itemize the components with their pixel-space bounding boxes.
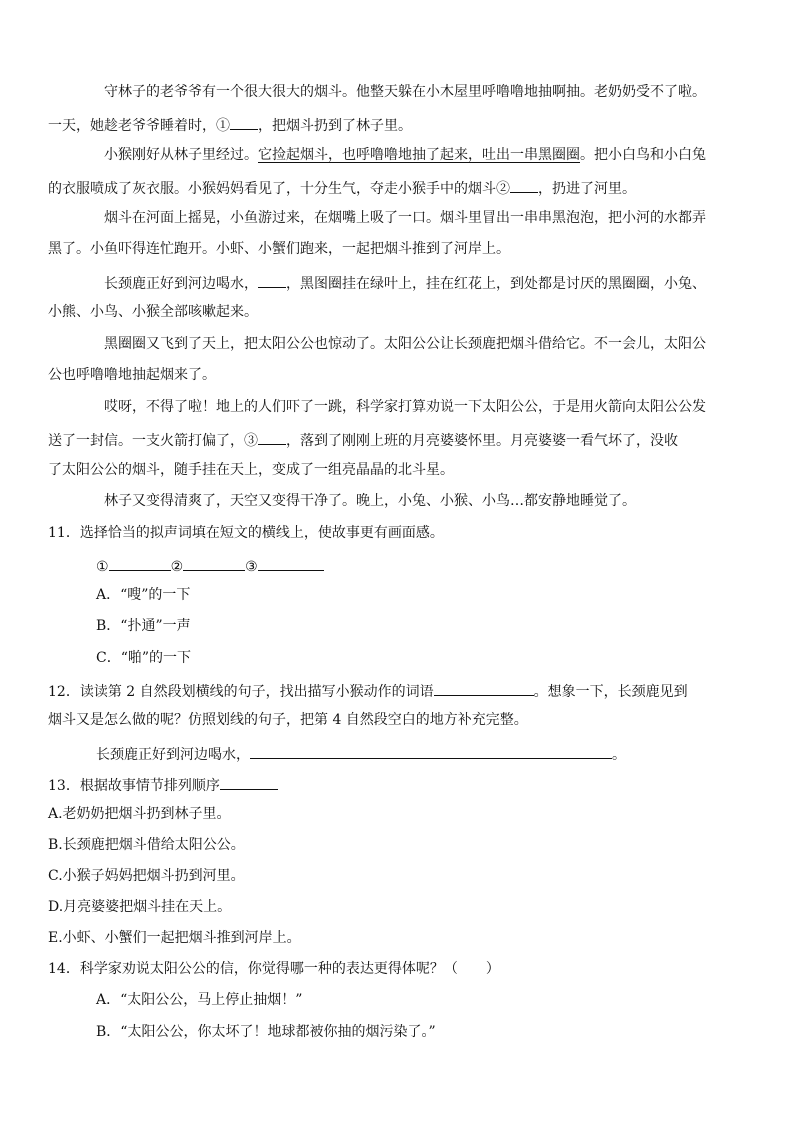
question-12-line1 (48, 679, 688, 702)
passage-p7-line1 (104, 491, 636, 511)
passage-text: ，把烟斗扔到了林子里。 (258, 118, 412, 134)
blank-marker-1: ① (216, 118, 230, 134)
question-text: 长颈鹿正好到河边喝水， (96, 747, 250, 763)
passage-text: 。把小白鸟和小白兔 (580, 147, 706, 163)
passage-text: 公也呼噜噜地抽起烟来了。 (48, 367, 216, 383)
passage-p5-line1 (104, 334, 706, 354)
option-text: A．“嗖”的一下 (96, 587, 191, 603)
passage-p3-line1 (104, 208, 706, 228)
passage-text: 林子又变得清爽了，天空又变得干净了。晚上，小兔、小猴、小鸟…都安静地睡觉了。 (104, 493, 636, 509)
item-text: E.小虾、小蟹们一起把烟斗推到河岸上。 (48, 930, 301, 946)
passage-p6-line2 (48, 428, 678, 451)
option-text: C．“啪”的一下 (96, 650, 192, 666)
answer-marker-3: ③ (245, 559, 258, 575)
question-14-option-a[interactable] (96, 990, 302, 1010)
blank-2[interactable] (510, 176, 538, 193)
question-text: 。想象一下，长颈鹿见到 (533, 684, 688, 700)
passage-text: 长颈鹿正好到河边喝水， (104, 276, 258, 292)
question-13-stem (48, 773, 278, 796)
answer-blank-sentence[interactable] (250, 742, 612, 759)
question-text: 。 (612, 747, 626, 763)
passage-p1-line2 (48, 113, 412, 136)
question-11-option-c[interactable] (96, 648, 191, 668)
passage-text: 守林子的老爷爷有一个很大很大的烟斗。他整天躲在小木屋里呼噜噜地抽啊抽。老奶奶受不了啦。 (104, 84, 706, 100)
underlined-sentence: 它捡起烟斗，也呼噜噜地抽了起来，吐出一串黑圈圈 (258, 147, 580, 163)
passage-text: 一天，她趁老爷爷睡着时， (48, 118, 216, 134)
question-text: 14．科学家劝说太阳公公的信，你觉得哪一种的表达更得体呢？（ ） (48, 961, 500, 977)
question-text: 12．读读第 2 自然段划横线的句子，找出描写小猴动作的词语 (48, 684, 434, 700)
passage-text: 送了一封信。一支火箭打偏了， (48, 433, 244, 449)
question-text: 13．根据故事情节排列顺序 (48, 778, 220, 794)
passage-text: 的衣服喷成了灰衣服。小猴妈妈看见了，十分生气，夺走小猴手中的烟斗 (48, 181, 496, 197)
question-13-item-c (48, 866, 245, 886)
passage-text: ，落到了刚刚上班的月亮婆婆怀里。月亮婆婆一看气坏了，没收 (286, 433, 678, 449)
passage-p4-line1 (104, 271, 706, 294)
question-12-line2 (48, 710, 528, 730)
passage-p2-line2 (48, 176, 636, 199)
answer-marker-2: ② (170, 559, 184, 575)
answer-blank-1[interactable] (109, 554, 171, 571)
item-text: D.月亮婆婆把烟斗挂在天上。 (48, 899, 232, 915)
passage-p2-line1 (104, 145, 706, 165)
blank-1[interactable] (230, 113, 258, 130)
question-11-stem (48, 523, 444, 543)
passage-text: 黑了。小鱼吓得连忙跑开。小虾、小蟹们跑来，一起把烟斗推到了河岸上。 (48, 241, 510, 257)
blank-4[interactable] (258, 271, 286, 288)
passage-text: 小熊、小鸟、小猴全部咳嗽起来。 (48, 304, 258, 320)
item-text: A.老奶奶把烟斗扔到林子里。 (48, 806, 231, 822)
question-13-item-d (48, 897, 231, 917)
passage-text: 黑圈圈又飞到了天上，把太阳公公也惊动了。太阳公公让长颈鹿把烟斗借给它。不一会儿，太阳公 (104, 336, 706, 352)
passage-p3-line2 (48, 239, 510, 259)
option-text: A．“太阳公公，马上停止抽烟！” (96, 992, 303, 1008)
passage-p4-line2 (48, 302, 258, 322)
question-14-option-b[interactable] (96, 1022, 436, 1042)
question-text: 11．选择恰当的拟声词填在短文的横线上，使故事更有画面感。 (48, 525, 444, 541)
passage-text: 了太阳公公的烟斗，随手挂在天上，变成了一组亮晶晶的北斗星。 (48, 462, 454, 478)
passage-p6-line3 (48, 460, 454, 480)
answer-blank-2[interactable] (183, 554, 245, 571)
item-text: B.长颈鹿把烟斗借给太阳公公。 (48, 837, 245, 853)
passage-p1-line1 (104, 82, 706, 102)
passage-text: ，扔进了河里。 (538, 181, 636, 197)
blank-marker-3: ③ (244, 433, 258, 449)
question-11-option-b[interactable] (96, 616, 191, 636)
option-text: B．“扑通”一声 (96, 618, 191, 634)
item-text: C.小猴子妈妈把烟斗扔到河里。 (48, 868, 245, 884)
passage-p6-line1 (104, 397, 706, 417)
question-text: 烟斗又是怎么做的呢？仿照划线的句子，把第 4 自然段空白的地方补充完整。 (48, 712, 528, 728)
question-13-item-b (48, 835, 245, 855)
question-13-item-e (48, 928, 301, 948)
answer-blank-order[interactable] (220, 773, 278, 790)
question-14-stem (48, 959, 500, 979)
passage-text: ，黑图圈挂在绿叶上，挂在红花上，到处都是讨厌的黑圈圈，小兔、 (286, 276, 706, 292)
passage-text: 烟斗在河面上摇晃，小鱼游过来，在烟嘴上吸了一口。烟斗里冒出一串串黑泡泡，把小河的水都弄 (104, 210, 706, 226)
blank-3[interactable] (258, 428, 286, 445)
question-11-blanks (96, 554, 324, 577)
passage-p5-line2 (48, 365, 216, 385)
question-12-line3 (96, 742, 626, 765)
blank-marker-2: ② (496, 181, 510, 197)
question-11-option-a[interactable] (96, 585, 190, 605)
question-13-item-a (48, 804, 231, 824)
answer-blank-verbs[interactable] (434, 679, 534, 696)
passage-text: 小猴刚好从林子里经过。 (104, 147, 258, 163)
answer-marker-1: ① (96, 559, 109, 575)
answer-blank-3[interactable] (258, 554, 324, 571)
passage-text: 哎呀，不得了啦！地上的人们吓了一跳，科学家打算劝说一下太阳公公，于是用火箭向太阳公公发 (104, 399, 706, 415)
option-text: B．“太阳公公，你太坏了！地球都被你抽的烟污染了。” (96, 1024, 436, 1040)
